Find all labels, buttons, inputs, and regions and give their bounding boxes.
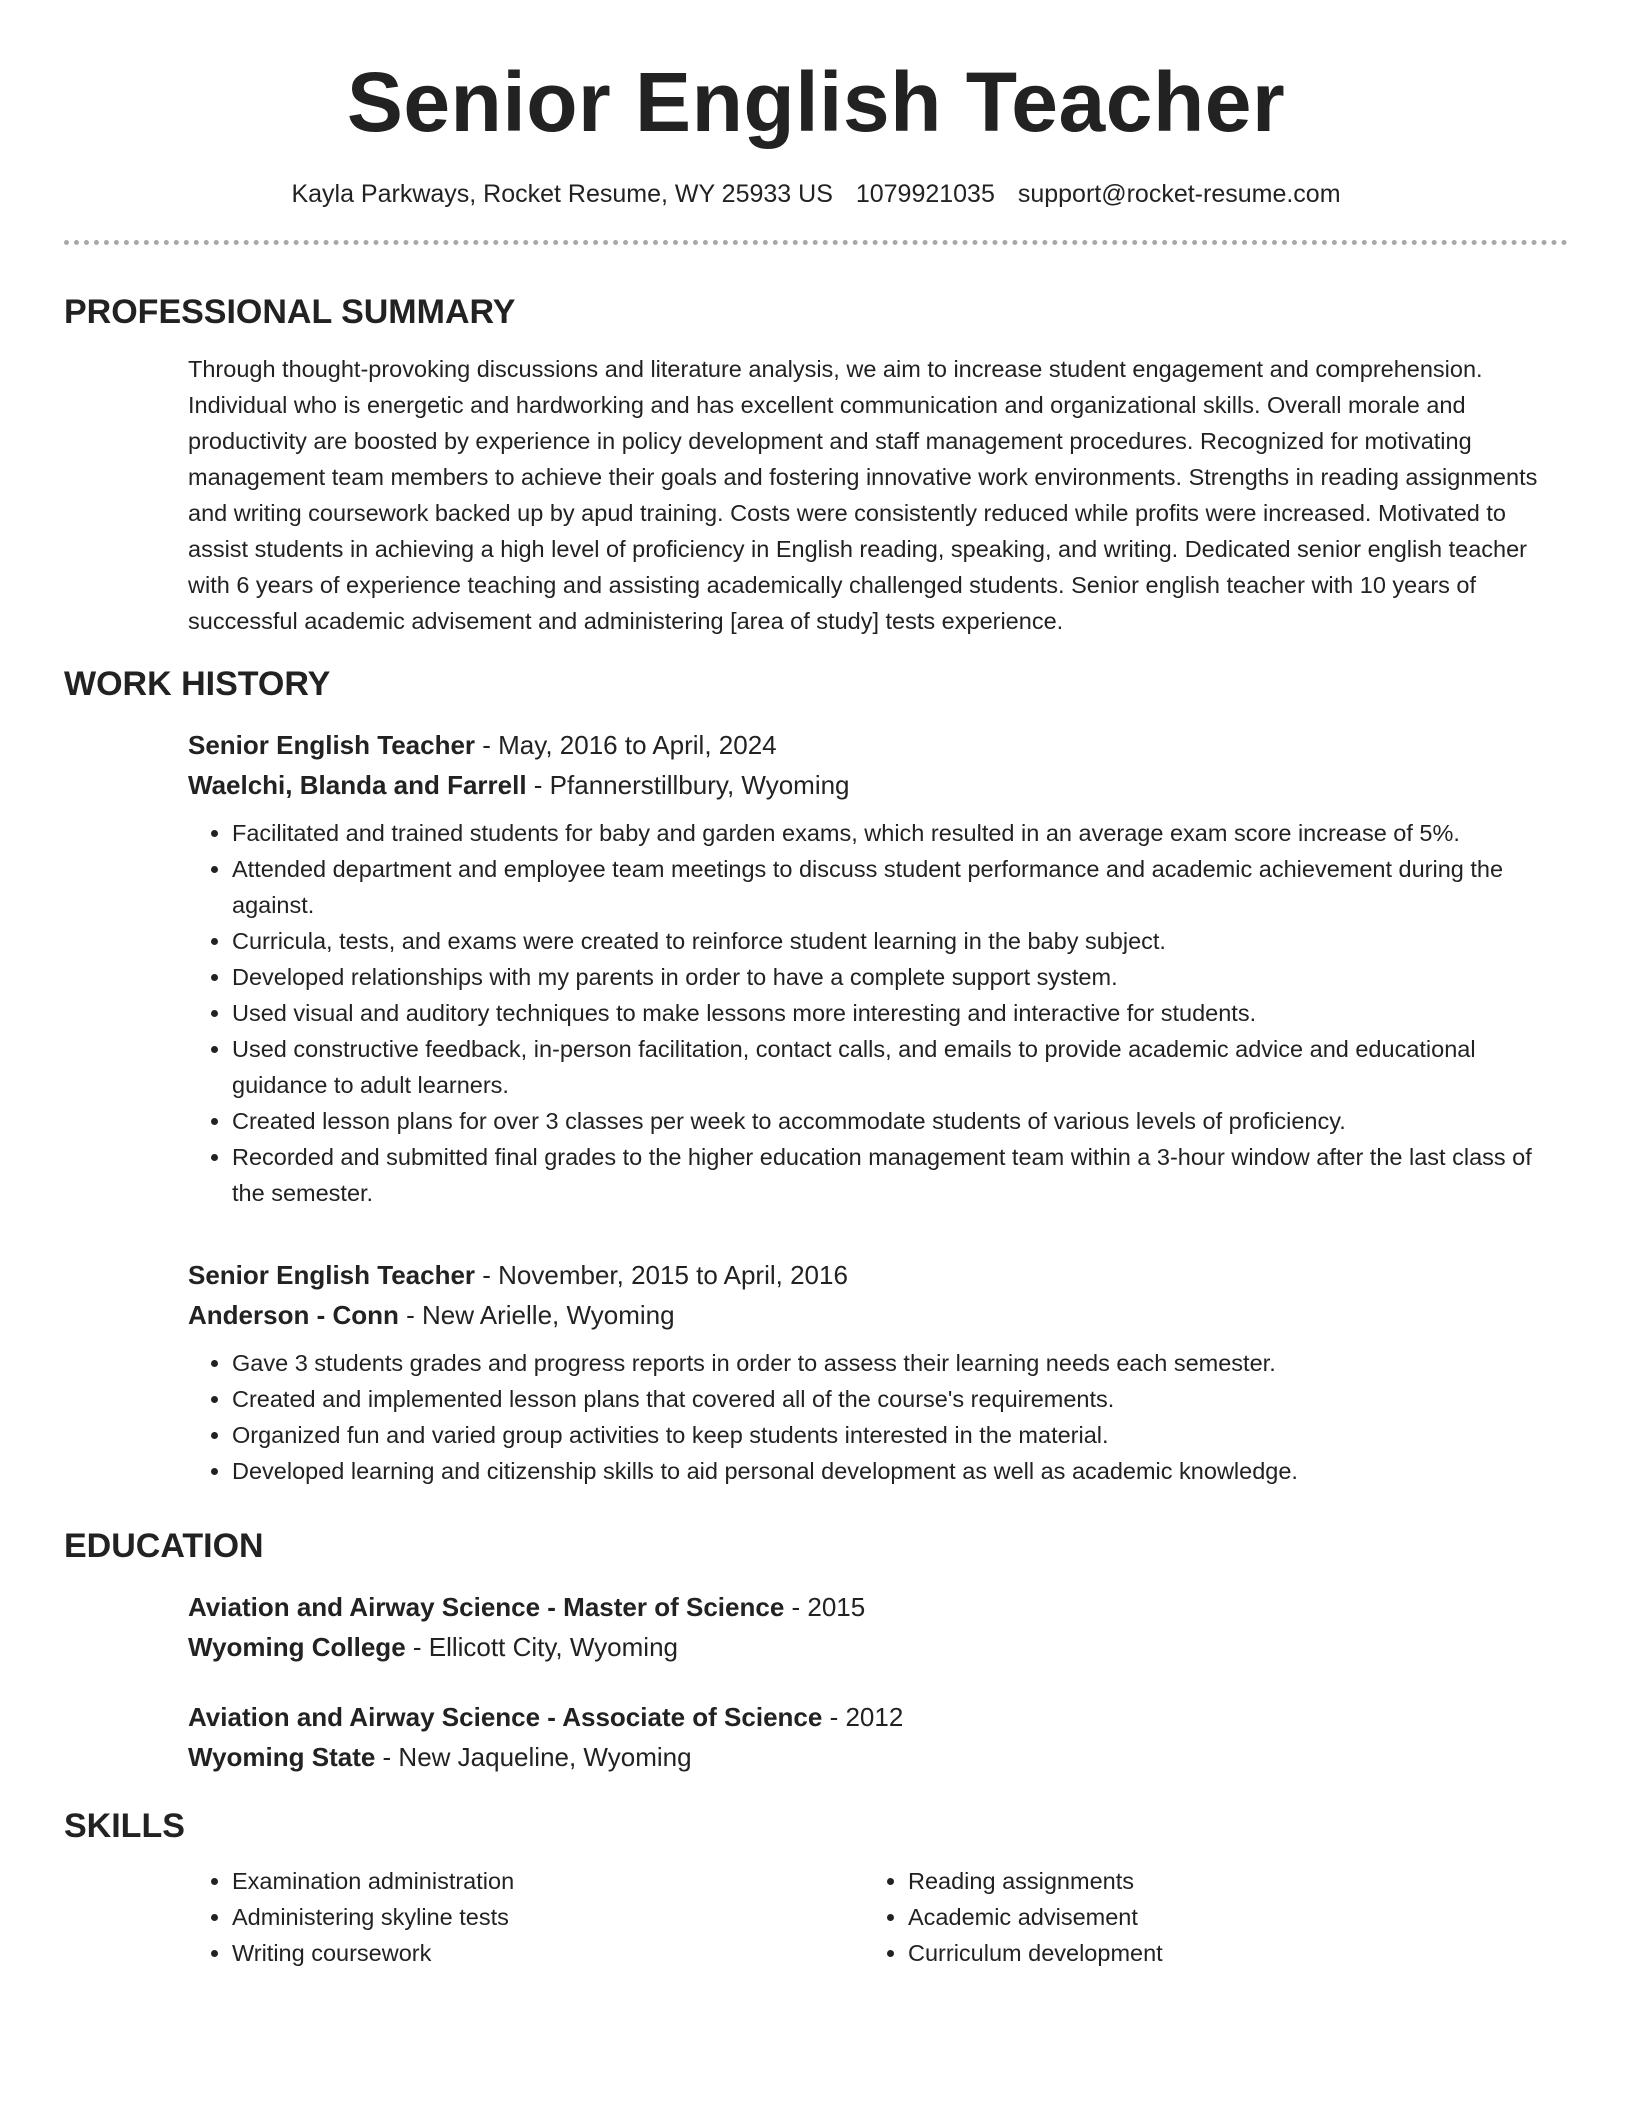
school-name: Wyoming State: [188, 1742, 376, 1772]
degree-line: [188, 1587, 1568, 1627]
list-item: • Attended department and employee team meetings to discuss student performance and academic achievement during the against.: [232, 851, 1568, 923]
contact-email: support@rocket-resume.com: [1017, 180, 1341, 208]
school-line: [188, 1737, 1568, 1777]
work-history-section: [64, 725, 1568, 1489]
education-section: [64, 1587, 1568, 1777]
skills-grid: [188, 1863, 1568, 1971]
job-company: Waelchi, Blanda and Farrell: [188, 770, 527, 800]
list-item: • Used constructive feedback, in-person facilitation, contact calls, and emails to provide academic advice and educational guidance to adult learners.: [232, 1031, 1568, 1103]
list-item: • Gave 3 students grades and progress reports in order to assess their learning needs each semester.: [232, 1345, 1568, 1381]
list-item: • Used visual and auditory techniques to make lessons more interesting and interactive for students.: [232, 995, 1568, 1031]
contact-phone: 1079921035: [855, 180, 995, 208]
school-location: - Ellicott City, Wyoming: [405, 1632, 678, 1662]
degree-year: - 2012: [822, 1702, 904, 1732]
section-title-work-history: WORK HISTORY: [64, 665, 331, 703]
job-bullets: [188, 815, 1568, 1211]
degree-name: Aviation and Airway Science - Associate of Science: [188, 1702, 823, 1732]
section-title-education: EDUCATION: [64, 1527, 264, 1565]
education-entry: [188, 1697, 1568, 1777]
list-item: • Curricula, tests, and exams were created to reinforce student learning in the baby subject.: [232, 923, 1568, 959]
job-bullets: [188, 1345, 1568, 1489]
skill-item: • Writing coursework: [232, 1935, 864, 1971]
skill-item: • Academic advisement: [908, 1899, 1540, 1935]
skills-column-left: [188, 1863, 864, 1971]
section-title-summary: PROFESSIONAL SUMMARY: [64, 293, 516, 331]
list-item: • Created lesson plans for over 3 classes per week to accommodate students of various levels of proficiency.: [232, 1103, 1568, 1139]
education-entry: [188, 1587, 1568, 1667]
degree-name: Aviation and Airway Science - Master of Science: [188, 1592, 785, 1622]
list-item: • Facilitated and trained students for baby and garden exams, which resulted in an average exam score increase of 5%.: [232, 815, 1568, 851]
job-role-line: [188, 725, 1568, 765]
section-title-skills: SKILLS: [64, 1807, 185, 1845]
header-divider: [64, 240, 1568, 245]
contact-line: [64, 178, 1568, 210]
job-dates: - November, 2015 to April, 2016: [475, 1260, 848, 1290]
job-dates: - May, 2016 to April, 2024: [475, 730, 777, 760]
skills-section: [64, 1863, 1568, 1971]
skills-column-right: [864, 1863, 1540, 1971]
list-item: • Developed learning and citizenship skills to aid personal development as well as academic knowledge.: [232, 1453, 1568, 1489]
skill-item: • Curriculum development: [908, 1935, 1540, 1971]
summary-text: Through thought-provoking discussions and literature analysis, we aim to increase student engagement and comprehension. Individual who is energetic and hardworking and has excellent communication and organizational skills. Overall morale and productivity are boosted by experience in policy development and staff management procedures. Recognized for motivating management team members to achieve their goals and fostering innovative work environments. Strengths in reading assignments and writing coursework backed up by apud training. Costs were consistently reduced while profits were increased. Motivated to assist students in achieving a high level of proficiency in English reading, speaking, and writing. Dedicated senior english teacher with 6 years of experience teaching and assisting academically challenged students. Senior english teacher with 10 years of successful academic advisement and administering [area of study] tests experience.: [188, 356, 1538, 634]
school-location: - New Jaqueline, Wyoming: [375, 1742, 692, 1772]
skill-item: • Examination administration: [232, 1863, 864, 1899]
list-item: • Organized fun and varied group activities to keep students interested in the material.: [232, 1417, 1568, 1453]
job-role: Senior English Teacher: [188, 1260, 476, 1290]
degree-line: [188, 1697, 1568, 1737]
list-item: • Recorded and submitted final grades to the higher education management team within a 3-hour window after the last class of the semester.: [232, 1139, 1568, 1211]
resume-header: [64, 0, 1568, 245]
contact-address: Kayla Parkways, Rocket Resume, WY 25933 US: [291, 180, 833, 208]
school-name: Wyoming College: [188, 1632, 406, 1662]
list-item: • Created and implemented lesson plans that covered all of the course's requirements.: [232, 1381, 1568, 1417]
job-entry: [188, 1255, 1568, 1489]
school-line: [188, 1627, 1568, 1667]
skill-item: • Administering skyline tests: [232, 1899, 864, 1935]
job-entry: [188, 725, 1568, 1211]
page-title: Senior English Teacher: [346, 55, 1286, 149]
job-role: Senior English Teacher: [188, 730, 476, 760]
job-company-line: [188, 1295, 1568, 1335]
job-company: Anderson - Conn: [188, 1300, 399, 1330]
skill-item: • Reading assignments: [908, 1863, 1540, 1899]
job-location: - New Arielle, Wyoming: [398, 1300, 675, 1330]
degree-year: - 2015: [784, 1592, 866, 1622]
job-role-line: [188, 1255, 1568, 1295]
summary-section: [64, 351, 1568, 639]
list-item: • Developed relationships with my parents in order to have a complete support system.: [232, 959, 1568, 995]
job-company-line: [188, 765, 1568, 805]
job-location: - Pfannerstillbury, Wyoming: [526, 770, 850, 800]
